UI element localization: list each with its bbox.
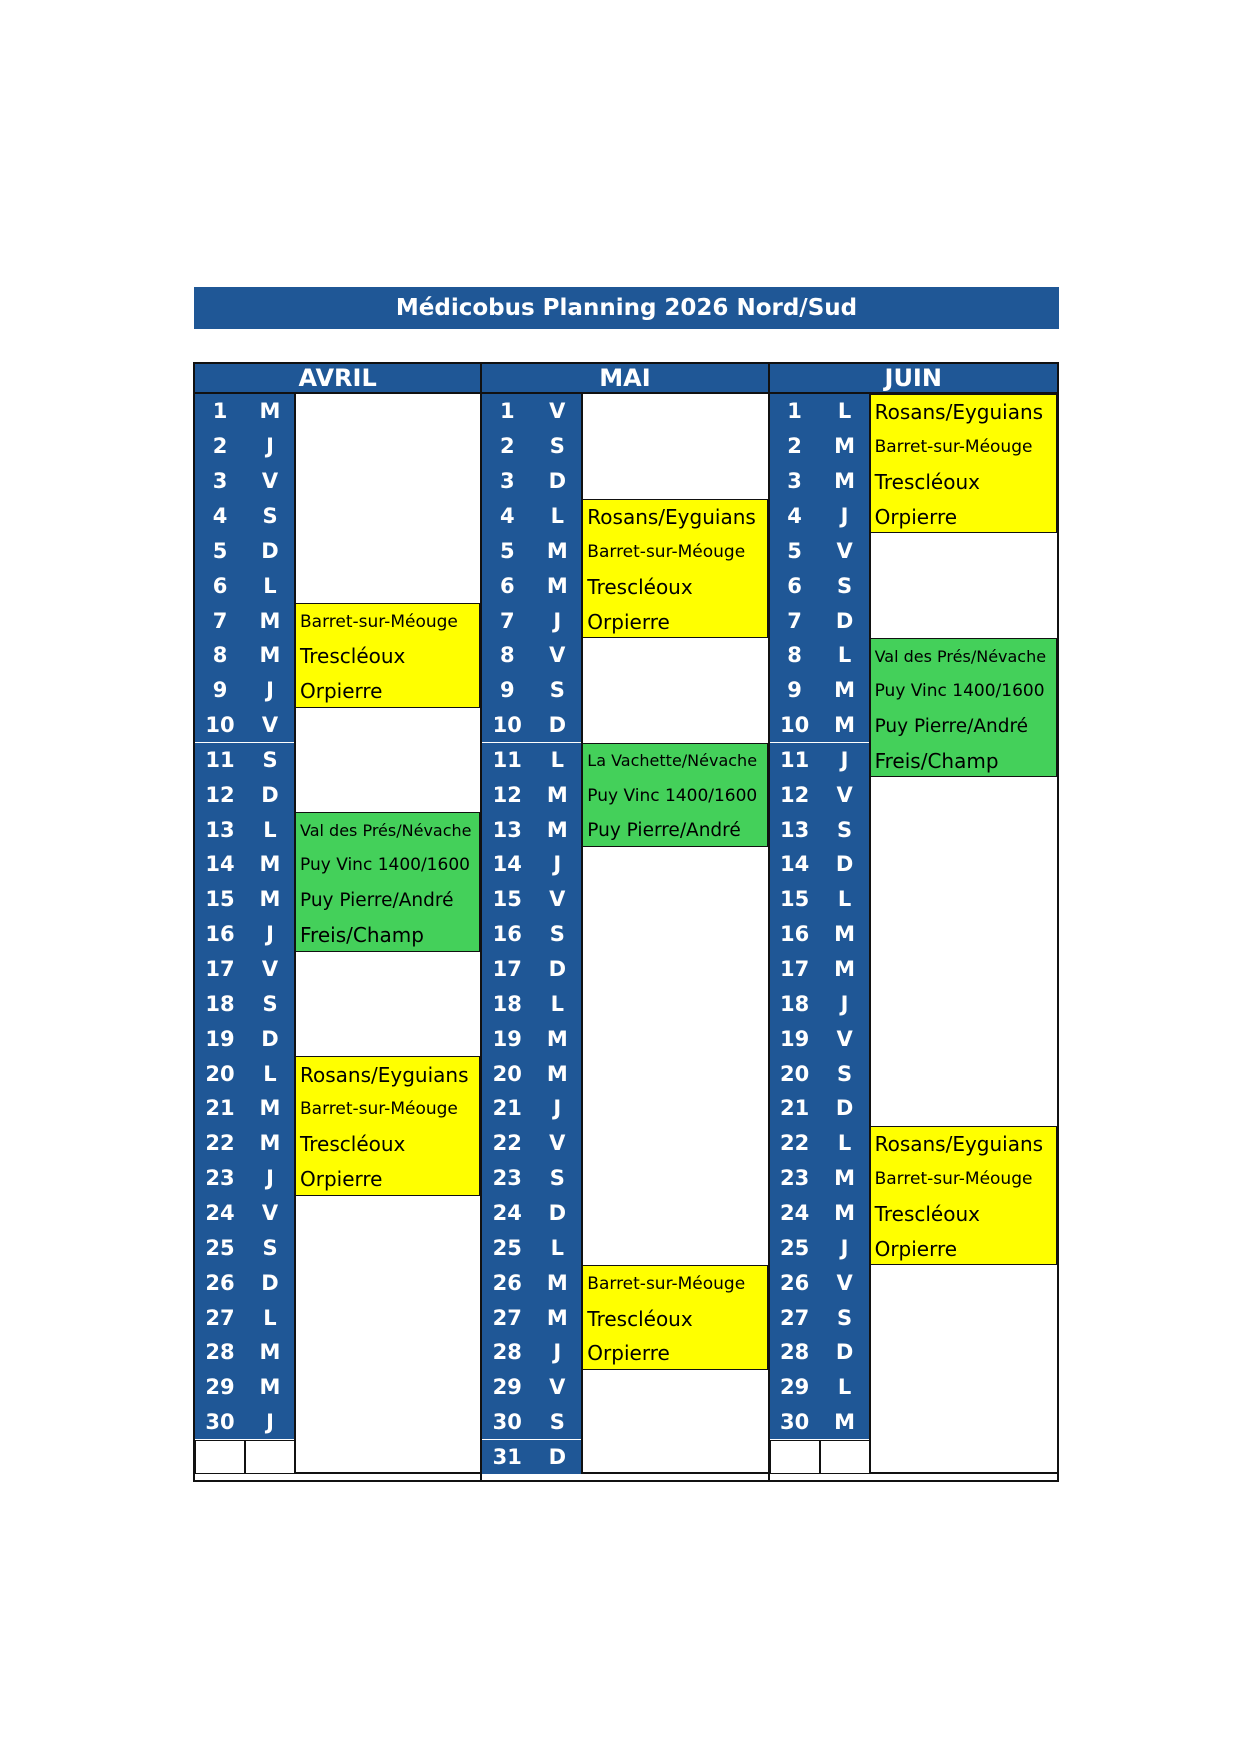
day-number-cell: 6 [770, 568, 820, 603]
month-column-juin [770, 364, 1057, 1480]
day-number-cell: 22 [770, 1126, 820, 1161]
row-divider [582, 1472, 767, 1474]
day-number-cell: 21 [195, 1091, 245, 1126]
day-number-cell: 23 [482, 1161, 532, 1196]
day-letter-cell: J [820, 986, 870, 1021]
event-label: Orpierre [587, 1341, 670, 1366]
event-block-green [870, 638, 1057, 777]
event-label: Trescléoux [874, 470, 980, 495]
day-letter-cell: V [245, 708, 295, 743]
day-number-cell: 30 [770, 1405, 820, 1440]
day-letter-cell: D [245, 533, 295, 568]
day-number-cell: 18 [482, 986, 532, 1021]
day-number-cell: 14 [770, 847, 820, 882]
day-letter-cell: M [820, 429, 870, 464]
event-label: Trescléoux [587, 1306, 693, 1331]
day-letter-cell: D [820, 603, 870, 638]
day-letter-cell: J [245, 1405, 295, 1440]
day-letter-cell: S [245, 986, 295, 1021]
day-number-cell: 1 [482, 394, 532, 429]
day-number-cell: 5 [482, 533, 532, 568]
day-letter-cell: V [532, 1126, 582, 1161]
day-number-cell: 22 [195, 1126, 245, 1161]
day-number-cell: 25 [482, 1230, 532, 1265]
day-number-cell: 20 [482, 1056, 532, 1091]
day-number-cell: 15 [195, 882, 245, 917]
day-letter-cell: V [532, 638, 582, 673]
day-letter-cell: M [532, 533, 582, 568]
row-divider [870, 1472, 1057, 1474]
day-number-cell: 12 [195, 777, 245, 812]
day-letter-cell: L [820, 1370, 870, 1405]
day-number-cell: 8 [770, 638, 820, 673]
event-label: Val des Prés/Névache [874, 646, 1047, 666]
day-letter-cell: J [245, 429, 295, 464]
event-label: Puy Vinc 1400/1600 [587, 785, 758, 806]
day-letter-cell: M [820, 708, 870, 743]
day-letter-cell: S [245, 743, 295, 778]
day-letter-cell: M [532, 1056, 582, 1091]
day-letter-cell: M [245, 1091, 295, 1126]
day-letter-cell: S [820, 568, 870, 603]
day-number-cell: 26 [195, 1265, 245, 1300]
day-letter-cell: J [820, 743, 870, 778]
event-label: Rosans/Eyguians [300, 1062, 469, 1087]
day-letter-cell: L [820, 638, 870, 673]
day-number-cell: 13 [482, 812, 532, 847]
day-number-cell: 2 [195, 429, 245, 464]
day-letter-cell: D [532, 708, 582, 743]
day-number-cell: 23 [195, 1161, 245, 1196]
event-block-yellow [582, 499, 767, 638]
day-number-cell: 5 [195, 533, 245, 568]
day-number-cell: 9 [482, 673, 532, 708]
day-number-cell: 18 [195, 986, 245, 1021]
event-label: Rosans/Eyguians [874, 1132, 1044, 1157]
day-number-cell: 28 [195, 1335, 245, 1370]
day-letter-cell: M [245, 394, 295, 429]
day-letter-cell: S [532, 673, 582, 708]
day-letter-cell: D [532, 1440, 582, 1475]
day-letter-cell: V [245, 1196, 295, 1231]
day-letter-cell: D [820, 1335, 870, 1370]
day-letter-cell: M [820, 952, 870, 987]
day-number-cell: 4 [770, 499, 820, 534]
day-number-cell: 1 [770, 394, 820, 429]
day-letter-cell: J [532, 1335, 582, 1370]
day-number-cell: 31 [482, 1440, 532, 1475]
day-number-cell: 29 [482, 1370, 532, 1405]
day-number-cell: 24 [770, 1196, 820, 1231]
day-letter-cell: V [532, 1370, 582, 1405]
event-label: Orpierre [587, 609, 670, 634]
day-letter-cell: V [245, 464, 295, 499]
event-label: Barret-sur-Méouge [300, 1099, 458, 1120]
day-number-cell: 16 [195, 917, 245, 952]
day-letter-cell: M [245, 1126, 295, 1161]
event-label: Orpierre [300, 679, 383, 704]
day-number-cell: 19 [770, 1021, 820, 1056]
day-number-cell: 9 [770, 673, 820, 708]
event-block-yellow [582, 1265, 767, 1370]
day-number-cell: 21 [482, 1091, 532, 1126]
day-letter-cell: J [532, 603, 582, 638]
day-letter-cell: M [532, 1265, 582, 1300]
day-letter-cell: M [245, 603, 295, 638]
day-letter-cell: S [532, 429, 582, 464]
day-number-cell: 23 [770, 1161, 820, 1196]
day-letter-cell: M [820, 1405, 870, 1440]
event-label: La Vachette/Névache [587, 751, 758, 771]
day-letter-cell: J [532, 847, 582, 882]
event-label: Trescléoux [874, 1201, 980, 1226]
day-letter-cell: S [532, 1405, 582, 1440]
day-number-cell: 7 [770, 603, 820, 638]
event-label: Puy Vinc 1400/1600 [874, 681, 1045, 702]
day-letter-cell: M [820, 1161, 870, 1196]
day-letter-cell: S [532, 917, 582, 952]
event-label: Freis/Champ [874, 748, 999, 773]
day-number-cell: 19 [195, 1021, 245, 1056]
day-number-cell: 26 [770, 1265, 820, 1300]
day-number-cell: 24 [482, 1196, 532, 1231]
day-letter-cell: M [245, 638, 295, 673]
event-label: Barret-sur-Méouge [874, 437, 1033, 458]
day-letter-cell: J [245, 1161, 295, 1196]
day-number-cell [195, 1440, 245, 1475]
day-letter-cell: M [820, 464, 870, 499]
day-number-cell: 25 [195, 1230, 245, 1265]
day-letter-cell: L [820, 882, 870, 917]
day-number-cell: 6 [195, 568, 245, 603]
month-column-mai [482, 364, 769, 1480]
day-number-cell: 29 [195, 1370, 245, 1405]
day-number-cell: 3 [482, 464, 532, 499]
month-header: AVRIL [195, 364, 480, 394]
day-number-cell: 7 [482, 603, 532, 638]
day-letter-cell: D [245, 1265, 295, 1300]
day-letter-cell: M [820, 673, 870, 708]
day-number-cell: 11 [195, 743, 245, 778]
event-block-yellow [295, 603, 480, 708]
day-letter-cell: J [532, 1091, 582, 1126]
day-number-cell: 16 [482, 917, 532, 952]
day-number-cell: 3 [195, 464, 245, 499]
day-letter-cell: S [245, 499, 295, 534]
event-label: Trescléoux [300, 644, 406, 669]
day-letter-cell: M [532, 1300, 582, 1335]
event-label: Barret-sur-Méouge [587, 541, 746, 562]
day-number-cell: 10 [482, 708, 532, 743]
day-letter-cell: M [820, 1196, 870, 1231]
day-number-cell: 15 [770, 882, 820, 917]
row-divider [295, 1472, 480, 1474]
event-label: Barret-sur-Méouge [300, 611, 458, 632]
day-letter-cell: L [245, 812, 295, 847]
day-letter-cell: S [820, 812, 870, 847]
day-letter-cell: V [245, 952, 295, 987]
event-block-yellow [870, 1126, 1057, 1265]
day-number-cell: 2 [770, 429, 820, 464]
day-number-cell: 10 [770, 708, 820, 743]
day-number-cell: 14 [195, 847, 245, 882]
event-label: Freis/Champ [300, 923, 424, 948]
day-letter-cell: J [245, 673, 295, 708]
day-number-cell: 9 [195, 673, 245, 708]
day-number-cell: 15 [482, 882, 532, 917]
event-block-green [295, 812, 480, 951]
day-letter-cell: V [532, 394, 582, 429]
day-number-cell: 2 [482, 429, 532, 464]
day-letter-cell: D [820, 1091, 870, 1126]
day-letter-cell: D [532, 464, 582, 499]
day-letter-cell: M [532, 568, 582, 603]
day-number-cell: 27 [770, 1300, 820, 1335]
day-number-cell: 8 [482, 638, 532, 673]
day-letter-cell: D [532, 952, 582, 987]
event-label: Orpierre [300, 1167, 383, 1192]
day-number-cell: 27 [482, 1300, 532, 1335]
event-label: Puy Vinc 1400/1600 [300, 855, 470, 876]
calendar-grid [193, 362, 1059, 1482]
day-letter-cell: L [532, 986, 582, 1021]
event-label: Puy Pierre/André [874, 715, 1029, 737]
day-letter-cell: S [820, 1300, 870, 1335]
day-number-cell: 17 [195, 952, 245, 987]
day-letter-cell: J [820, 499, 870, 534]
day-number-cell: 30 [195, 1405, 245, 1440]
event-label: Val des Prés/Névache [300, 821, 472, 841]
day-number-cell: 21 [770, 1091, 820, 1126]
day-letter-cell: S [245, 1230, 295, 1265]
day-number-cell: 3 [770, 464, 820, 499]
day-number-cell: 17 [770, 952, 820, 987]
day-letter-cell: M [532, 1021, 582, 1056]
day-number-cell [770, 1440, 820, 1475]
event-label: Barret-sur-Méouge [874, 1169, 1033, 1190]
day-letter-cell: L [245, 568, 295, 603]
day-number-cell: 26 [482, 1265, 532, 1300]
day-number-cell: 11 [770, 743, 820, 778]
event-label: Orpierre [874, 504, 958, 529]
month-column-avril [195, 364, 482, 1480]
day-letter-cell: M [532, 812, 582, 847]
day-number-cell: 27 [195, 1300, 245, 1335]
event-block-yellow [870, 394, 1057, 533]
day-letter-cell: D [245, 777, 295, 812]
event-label: Rosans/Eyguians [874, 400, 1044, 425]
event-label: Rosans/Eyguians [587, 504, 756, 529]
day-letter-cell: S [532, 1161, 582, 1196]
day-number-cell: 16 [770, 917, 820, 952]
day-number-cell: 13 [195, 812, 245, 847]
day-letter-cell: S [820, 1056, 870, 1091]
day-number-cell: 13 [770, 812, 820, 847]
day-letter-cell: M [245, 1370, 295, 1405]
day-number-cell: 4 [482, 499, 532, 534]
month-header: MAI [482, 364, 767, 394]
day-number-cell: 30 [482, 1405, 532, 1440]
day-number-cell: 4 [195, 499, 245, 534]
day-letter-cell: J [820, 1230, 870, 1265]
day-letter-cell: D [532, 1196, 582, 1231]
day-number-cell: 14 [482, 847, 532, 882]
day-letter-cell: L [820, 394, 870, 429]
day-letter-cell: V [820, 533, 870, 568]
day-letter-cell: M [532, 777, 582, 812]
day-number-cell: 28 [770, 1335, 820, 1370]
day-letter-cell: L [820, 1126, 870, 1161]
day-letter-cell: L [532, 1230, 582, 1265]
day-letter-cell: V [820, 777, 870, 812]
day-number-cell: 22 [482, 1126, 532, 1161]
event-block-yellow [295, 1056, 480, 1195]
day-number-cell: 18 [770, 986, 820, 1021]
day-number-cell: 17 [482, 952, 532, 987]
day-letter-cell: M [245, 1335, 295, 1370]
day-number-cell: 19 [482, 1021, 532, 1056]
event-label: Barret-sur-Méouge [587, 1273, 746, 1294]
day-number-cell: 12 [770, 777, 820, 812]
day-number-cell: 10 [195, 708, 245, 743]
day-number-cell: 28 [482, 1335, 532, 1370]
column-divider [869, 394, 871, 1474]
day-number-cell: 7 [195, 603, 245, 638]
day-number-cell: 11 [482, 743, 532, 778]
day-letter-cell [820, 1440, 870, 1475]
day-letter-cell: M [245, 847, 295, 882]
day-letter-cell: M [820, 917, 870, 952]
event-label: Puy Pierre/André [300, 889, 454, 911]
day-letter-cell: D [245, 1021, 295, 1056]
day-letter-cell: L [245, 1056, 295, 1091]
day-letter-cell: V [532, 882, 582, 917]
day-letter-cell: L [532, 499, 582, 534]
event-label: Trescléoux [300, 1132, 406, 1157]
day-letter-cell [245, 1440, 295, 1475]
day-number-cell: 12 [482, 777, 532, 812]
event-block-green [582, 743, 767, 848]
day-letter-cell: V [820, 1021, 870, 1056]
day-letter-cell: M [245, 882, 295, 917]
event-label: Orpierre [874, 1236, 958, 1261]
page-title: Médicobus Planning 2026 Nord/Sud [194, 287, 1059, 329]
event-label: Trescléoux [587, 574, 693, 599]
day-letter-cell: L [245, 1300, 295, 1335]
day-number-cell: 1 [195, 394, 245, 429]
day-number-cell: 6 [482, 568, 532, 603]
day-number-cell: 20 [770, 1056, 820, 1091]
day-number-cell: 20 [195, 1056, 245, 1091]
day-letter-cell: L [532, 743, 582, 778]
day-number-cell: 5 [770, 533, 820, 568]
day-letter-cell: J [245, 917, 295, 952]
day-number-cell: 25 [770, 1230, 820, 1265]
day-letter-cell: V [820, 1265, 870, 1300]
day-number-cell: 8 [195, 638, 245, 673]
event-label: Puy Pierre/André [587, 820, 741, 842]
day-number-cell: 29 [770, 1370, 820, 1405]
day-letter-cell: D [820, 847, 870, 882]
month-header: JUIN [770, 364, 1057, 394]
day-number-cell: 24 [195, 1196, 245, 1231]
